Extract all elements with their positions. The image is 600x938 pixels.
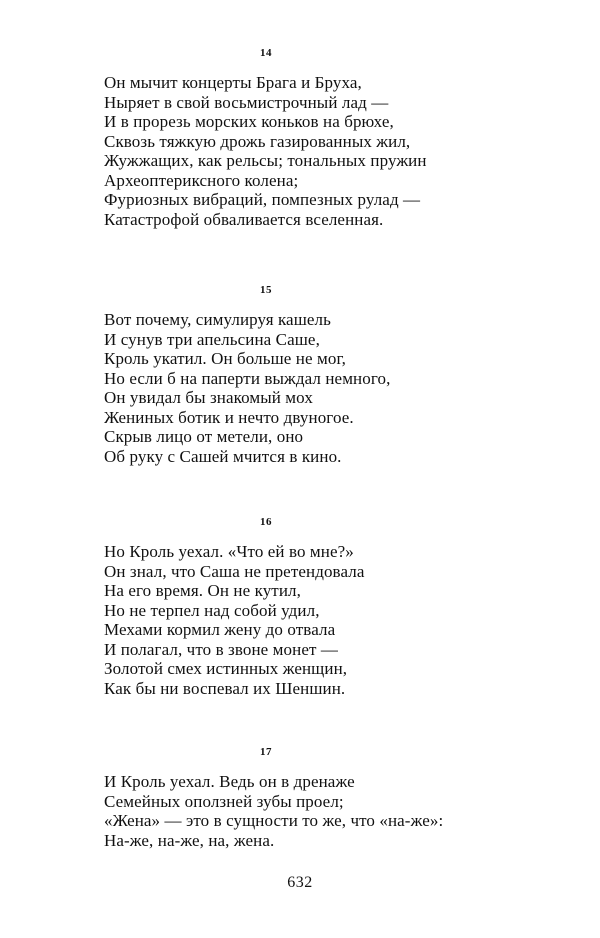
verse-line: Золотой смех истинных женщин,	[104, 659, 348, 678]
stanza-lines	[104, 542, 524, 698]
verse-line: Об руку с Сашей мчится в кино.	[104, 446, 342, 466]
verse-line: На-же, на-же, на, жена.	[104, 830, 275, 850]
stanza-number: 17	[260, 746, 272, 758]
verse-line: Он мычит концерты Брага и Бруха,	[104, 73, 362, 92]
verse-line: И полагал, что в звоне монет —	[104, 639, 338, 659]
verse-line: Археоптериксного колена;	[104, 170, 299, 190]
verse-line: «Жена» — это в сущности то же, что «на-же»:	[104, 811, 444, 830]
verse-line: Он знал, что Саша не претендовала	[104, 561, 365, 581]
stanza-17	[104, 746, 524, 850]
stanza-14	[104, 47, 524, 229]
verse-line: Катастрофой обваливается вселенная.	[104, 209, 384, 229]
verse-line: Скрыв лицо от метели, оно	[104, 427, 304, 446]
verse-line: И Кроль уехал. Ведь он в дренаже	[104, 772, 355, 791]
verse-line: Но Кроль уехал. «Что ей во мне?»	[104, 542, 354, 561]
verse-line: На его время. Он не кутил,	[104, 581, 301, 600]
verse-line: Семейных оползней зубы проел;	[104, 791, 344, 811]
stanza-number: 14	[260, 47, 272, 59]
stanza-lines	[104, 73, 524, 229]
stanza-number: 16	[260, 516, 272, 528]
verse-line: И в прорезь морских коньков на брюхе,	[104, 112, 394, 131]
verse-line: Мехами кормил жену до отвала	[104, 620, 336, 639]
verse-line: Ныряет в свой восьмистрочный лад —	[104, 92, 389, 112]
verse-line: Вот почему, симулируя кашель	[104, 310, 331, 329]
verse-line: Жужжащих, как рельсы; тональных пружин	[104, 151, 427, 170]
verse-line: Жениных ботик и нечто двуногое.	[104, 407, 354, 427]
verse-line: Кроль укатил. Он больше не мог,	[104, 349, 346, 368]
stanza-lines	[104, 310, 524, 466]
verse-line: Сквозь тяжкую дрожь газированных жил,	[104, 131, 411, 151]
stanza-number: 15	[260, 284, 272, 296]
stanza-16	[104, 516, 524, 698]
verse-line: Но если б на паперти выждал немного,	[104, 368, 391, 388]
verse-line: Как бы ни воспевал их Шеншин.	[104, 678, 346, 698]
verse-line: И сунув три апельсина Саше,	[104, 329, 320, 349]
stanza-15	[104, 284, 524, 466]
page-number: 632	[287, 874, 313, 891]
verse-line: Он увидал бы знакомый мох	[104, 388, 313, 407]
verse-line: Фуриозных вибраций, помпезных рулад —	[104, 190, 421, 209]
verse-line: Но не терпел над собой удил,	[104, 600, 320, 620]
stanza-lines	[104, 772, 524, 850]
